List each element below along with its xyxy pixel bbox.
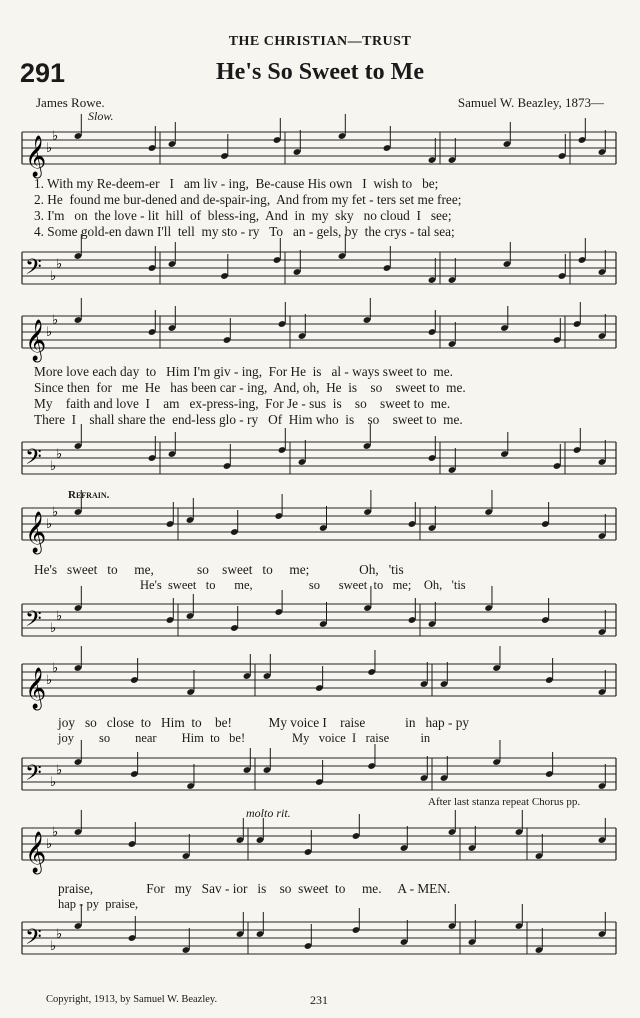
refrain-line-2-soprano: joy so close to Him to be! My voice I raise in hap - py bbox=[58, 715, 470, 730]
svg-text:♭: ♭ bbox=[56, 763, 63, 778]
composer-credit: Samuel W. Beazley, 1873— bbox=[457, 95, 604, 110]
svg-text:♭: ♭ bbox=[52, 313, 59, 328]
system-1-treble-staff bbox=[0, 126, 640, 177]
svg-text:𝄞: 𝄞 bbox=[25, 136, 47, 177]
svg-text:𝄢: 𝄢 bbox=[25, 445, 42, 475]
svg-text:♭: ♭ bbox=[56, 927, 63, 942]
system-5-bass-staff bbox=[0, 916, 640, 962]
svg-text:𝄞: 𝄞 bbox=[25, 320, 47, 361]
svg-text:♭: ♭ bbox=[52, 129, 59, 144]
refrain-label: Refrain. bbox=[68, 489, 110, 501]
svg-text:♭: ♭ bbox=[46, 673, 53, 688]
refrain-line-3-soprano: praise, For my Sav - ior is so sweet to me. A - MEN. bbox=[58, 881, 451, 896]
verse-line-2: 2. He found me bur-dened and de-spair-ing, And from my fet - ters set me free; bbox=[34, 192, 462, 207]
svg-text:♭: ♭ bbox=[50, 459, 57, 474]
svg-text:♭: ♭ bbox=[50, 269, 57, 284]
tempo-marking: Slow. bbox=[88, 109, 114, 123]
system-4-bass-staff bbox=[0, 752, 640, 798]
verse-line-1: 1. With my Re-deem-er I am liv - ing, Be-cause His own I wish to be; bbox=[34, 176, 439, 191]
svg-text:♭: ♭ bbox=[52, 661, 59, 676]
verse-line-3: 3. I'm on the love - lit hill of bless-ing, And in my sky no cloud I see; bbox=[34, 208, 452, 223]
section-heading: THE CHRISTIAN—TRUST bbox=[228, 34, 412, 49]
lyricist-credit: James Rowe. bbox=[36, 95, 105, 110]
verse-line-4: 4. Some gold-en dawn I'll tell my sto - ry To an - gels, by the crys - tal sea; bbox=[34, 224, 455, 239]
refrain-line-1-soprano: He's sweet to me, so sweet to me; Oh, 'tis bbox=[34, 562, 404, 577]
svg-text:𝄢: 𝄢 bbox=[25, 607, 42, 637]
svg-text:𝄢: 𝄢 bbox=[25, 761, 42, 791]
svg-text:♭: ♭ bbox=[50, 621, 57, 636]
system-2-bass-staff bbox=[0, 436, 640, 482]
svg-text:♭: ♭ bbox=[46, 141, 53, 156]
svg-text:♭: ♭ bbox=[52, 505, 59, 520]
system-4-treble-staff bbox=[0, 658, 640, 709]
refrain-line-2-bass: joy so near Him to be! My voice I raise in bbox=[58, 731, 431, 745]
svg-text:𝄢: 𝄢 bbox=[25, 255, 42, 285]
hymn-title: He's So Sweet to Me bbox=[216, 59, 424, 85]
svg-text:𝄞: 𝄞 bbox=[25, 668, 47, 709]
page-number: 231 bbox=[310, 993, 328, 1007]
system-5-treble-staff bbox=[0, 822, 640, 873]
refrain-line-3-bass: hap - py praise, bbox=[58, 897, 139, 911]
svg-text:♭: ♭ bbox=[52, 825, 59, 840]
system-2-treble-staff bbox=[0, 310, 640, 361]
system-3-treble-staff bbox=[0, 502, 640, 553]
verse-line-7: My faith and love I am ex-press-ing, For Je - sus is so sweet to me. bbox=[34, 396, 451, 411]
copyright-notice: Copyright, 1913, by Samuel W. Beazley. bbox=[46, 994, 218, 1005]
svg-text:♭: ♭ bbox=[50, 775, 57, 790]
hymn-number: 291 bbox=[20, 58, 66, 88]
svg-text:♭: ♭ bbox=[46, 837, 53, 852]
svg-text:♭: ♭ bbox=[46, 517, 53, 532]
system-1-bass-staff bbox=[0, 246, 640, 292]
refrain-line-1-bass: He's sweet to me, so sweet to me; Oh, 'tis bbox=[140, 578, 466, 592]
svg-text:𝄞: 𝄞 bbox=[25, 512, 47, 553]
svg-text:𝄞: 𝄞 bbox=[25, 832, 47, 873]
system-3-bass-staff bbox=[0, 598, 640, 644]
verse-line-5: More love each day to Him I'm giv - ing, For He is al - ways sweet to me. bbox=[34, 364, 453, 379]
svg-text:♭: ♭ bbox=[56, 447, 63, 462]
svg-text:♭: ♭ bbox=[46, 325, 53, 340]
molto-rit-marking: molto rit. bbox=[246, 806, 291, 820]
verse-line-8: There I shall share the end-less glo - ry Of Him who is so sweet to me. bbox=[34, 412, 463, 427]
svg-text:𝄢: 𝄢 bbox=[25, 925, 42, 955]
verse-line-6: Since then for me He has been car - ing, And, oh, He is so sweet to me. bbox=[34, 380, 466, 395]
svg-text:♭: ♭ bbox=[50, 939, 57, 954]
repeat-chorus-note: After last stanza repeat Chorus pp. bbox=[428, 796, 581, 808]
svg-text:♭: ♭ bbox=[56, 257, 63, 272]
svg-text:♭: ♭ bbox=[56, 609, 63, 624]
